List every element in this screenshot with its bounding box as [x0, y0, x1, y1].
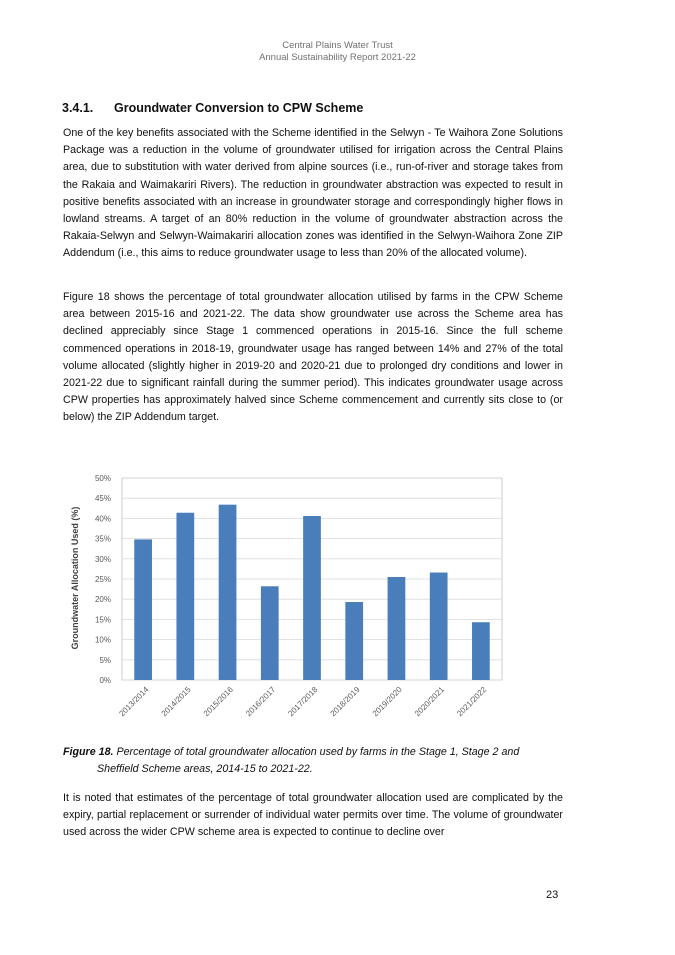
section-number: 3.4.1. — [62, 101, 94, 115]
chart-y-tick-label: 40% — [94, 514, 111, 524]
chart-x-tick-label: 2013/2014 — [117, 685, 151, 719]
chart-y-tick-label: 10% — [94, 635, 111, 645]
chart-y-ticks — [95, 474, 111, 685]
chart-x-tick-label: 2014/2015 — [159, 685, 193, 719]
chart-y-tick-label: 20% — [94, 595, 111, 605]
chart-bar — [219, 505, 237, 680]
chart-x-tick-label: 2019/2020 — [370, 685, 404, 719]
chart-bar — [261, 586, 279, 680]
chart-bar — [388, 577, 406, 680]
chart-y-axis-label: Groundwater Allocation Used (%) — [70, 506, 80, 650]
chart-bar — [303, 516, 321, 680]
chart-y-tick-label: 25% — [94, 575, 111, 584]
figure-caption — [63, 744, 563, 778]
chart-y-tick-label: 15% — [94, 615, 111, 625]
groundwater-bar-chart — [62, 465, 522, 735]
chart-bar — [472, 622, 490, 680]
page-number: 23 — [546, 889, 559, 901]
chart-y-tick-label: 30% — [94, 554, 111, 564]
chart-x-tick-label: 2020/2021 — [412, 685, 447, 719]
chart-x-tick-label: 2018/2019 — [328, 685, 362, 719]
chart-y-tick-label: 0% — [99, 676, 111, 685]
caption-text-1: Percentage of total groundwater allocation used by farms in the Stage 1, Stage 2 and — [113, 746, 520, 758]
paragraph-1: One of the key benefits associated with the Scheme identified in the Selwyn - Te Waihora Zone Solutions Package was a reduction in the volume of groundwater utilised for irrigation across the Central Plains area, due to substitution with water derived from alpine sources (i.e., run-of-river and storage takes from the Rakaia and Waimakariri Rivers). The reduction in groundwater abstraction was expected to result in positive benefits associated with an increase in groundwater storage and correspondingly higher flows in lowland streams. A target of an 80% reduction in the volume of groundwater abstraction across the Rakaia-Selwyn and Selwyn-Waimakariri allocation zones was identified in the Selwyn-Waihora Zone ZIP Addendum (i.e., this aims to reduce groundwater usage to less than 20% of the allocated volume). — [63, 127, 563, 260]
caption-text-2: Sheffield Scheme areas, 2014-15 to 2021-22. — [97, 763, 313, 776]
figure-label: Figure 18. — [63, 746, 114, 758]
chart-bar — [430, 573, 448, 680]
header-report: Annual Sustainability Report 2021-22 — [259, 52, 416, 63]
chart-bars — [134, 505, 490, 680]
chart-x-tick-label: 2017/2018 — [286, 685, 320, 719]
chart-y-tick-label: 5% — [99, 655, 111, 665]
chart-bar — [345, 602, 363, 680]
paragraph-3: It is noted that estimates of the percentage of total groundwater allocation used are complicated by the expiry, partial replacement or surrender of individual water permits over time. The volume of groundwater used across the wider CPW scheme area is expected to continue to decline over — [63, 792, 563, 839]
chart-bar — [176, 513, 194, 680]
section-title: Groundwater Conversion to CPW Scheme — [114, 101, 364, 115]
chart-y-tick-label: 50% — [94, 474, 111, 483]
page-header — [0, 40, 675, 64]
chart-x-ticks — [117, 685, 488, 718]
chart-y-tick-label: 45% — [94, 494, 111, 504]
chart-x-tick-label: 2021/2022 — [455, 685, 489, 719]
section-heading — [62, 101, 363, 115]
chart-bar — [134, 539, 152, 680]
chart-x-tick-label: 2015/2016 — [201, 685, 235, 719]
header-org: Central Plains Water Trust — [282, 40, 393, 51]
paragraph-2: Figure 18 shows the percentage of total groundwater allocation utilised by farms in the CPW Scheme area between 2015-16 and 2021-22. The data show groundwater use across the Scheme area has declined appreciably since Stage 1 commenced operations in 2015-16. Since the full scheme commenced operations in 2018-19, groundwater usage has ranged between 14% and 27% of the total volume allocated (slightly higher in 2019-20 and 2020-21 due to prolonged dry conditions and lower in 2021-22 due to significant rainfall during the summer period). This indicates groundwater usage across CPW properties has approximately halved since Scheme commencement and currently sits close to (or below) the ZIP Addendum target. — [63, 291, 563, 424]
chart-y-tick-label: 35% — [94, 534, 111, 544]
chart-x-tick-label: 2016/2017 — [244, 685, 278, 719]
